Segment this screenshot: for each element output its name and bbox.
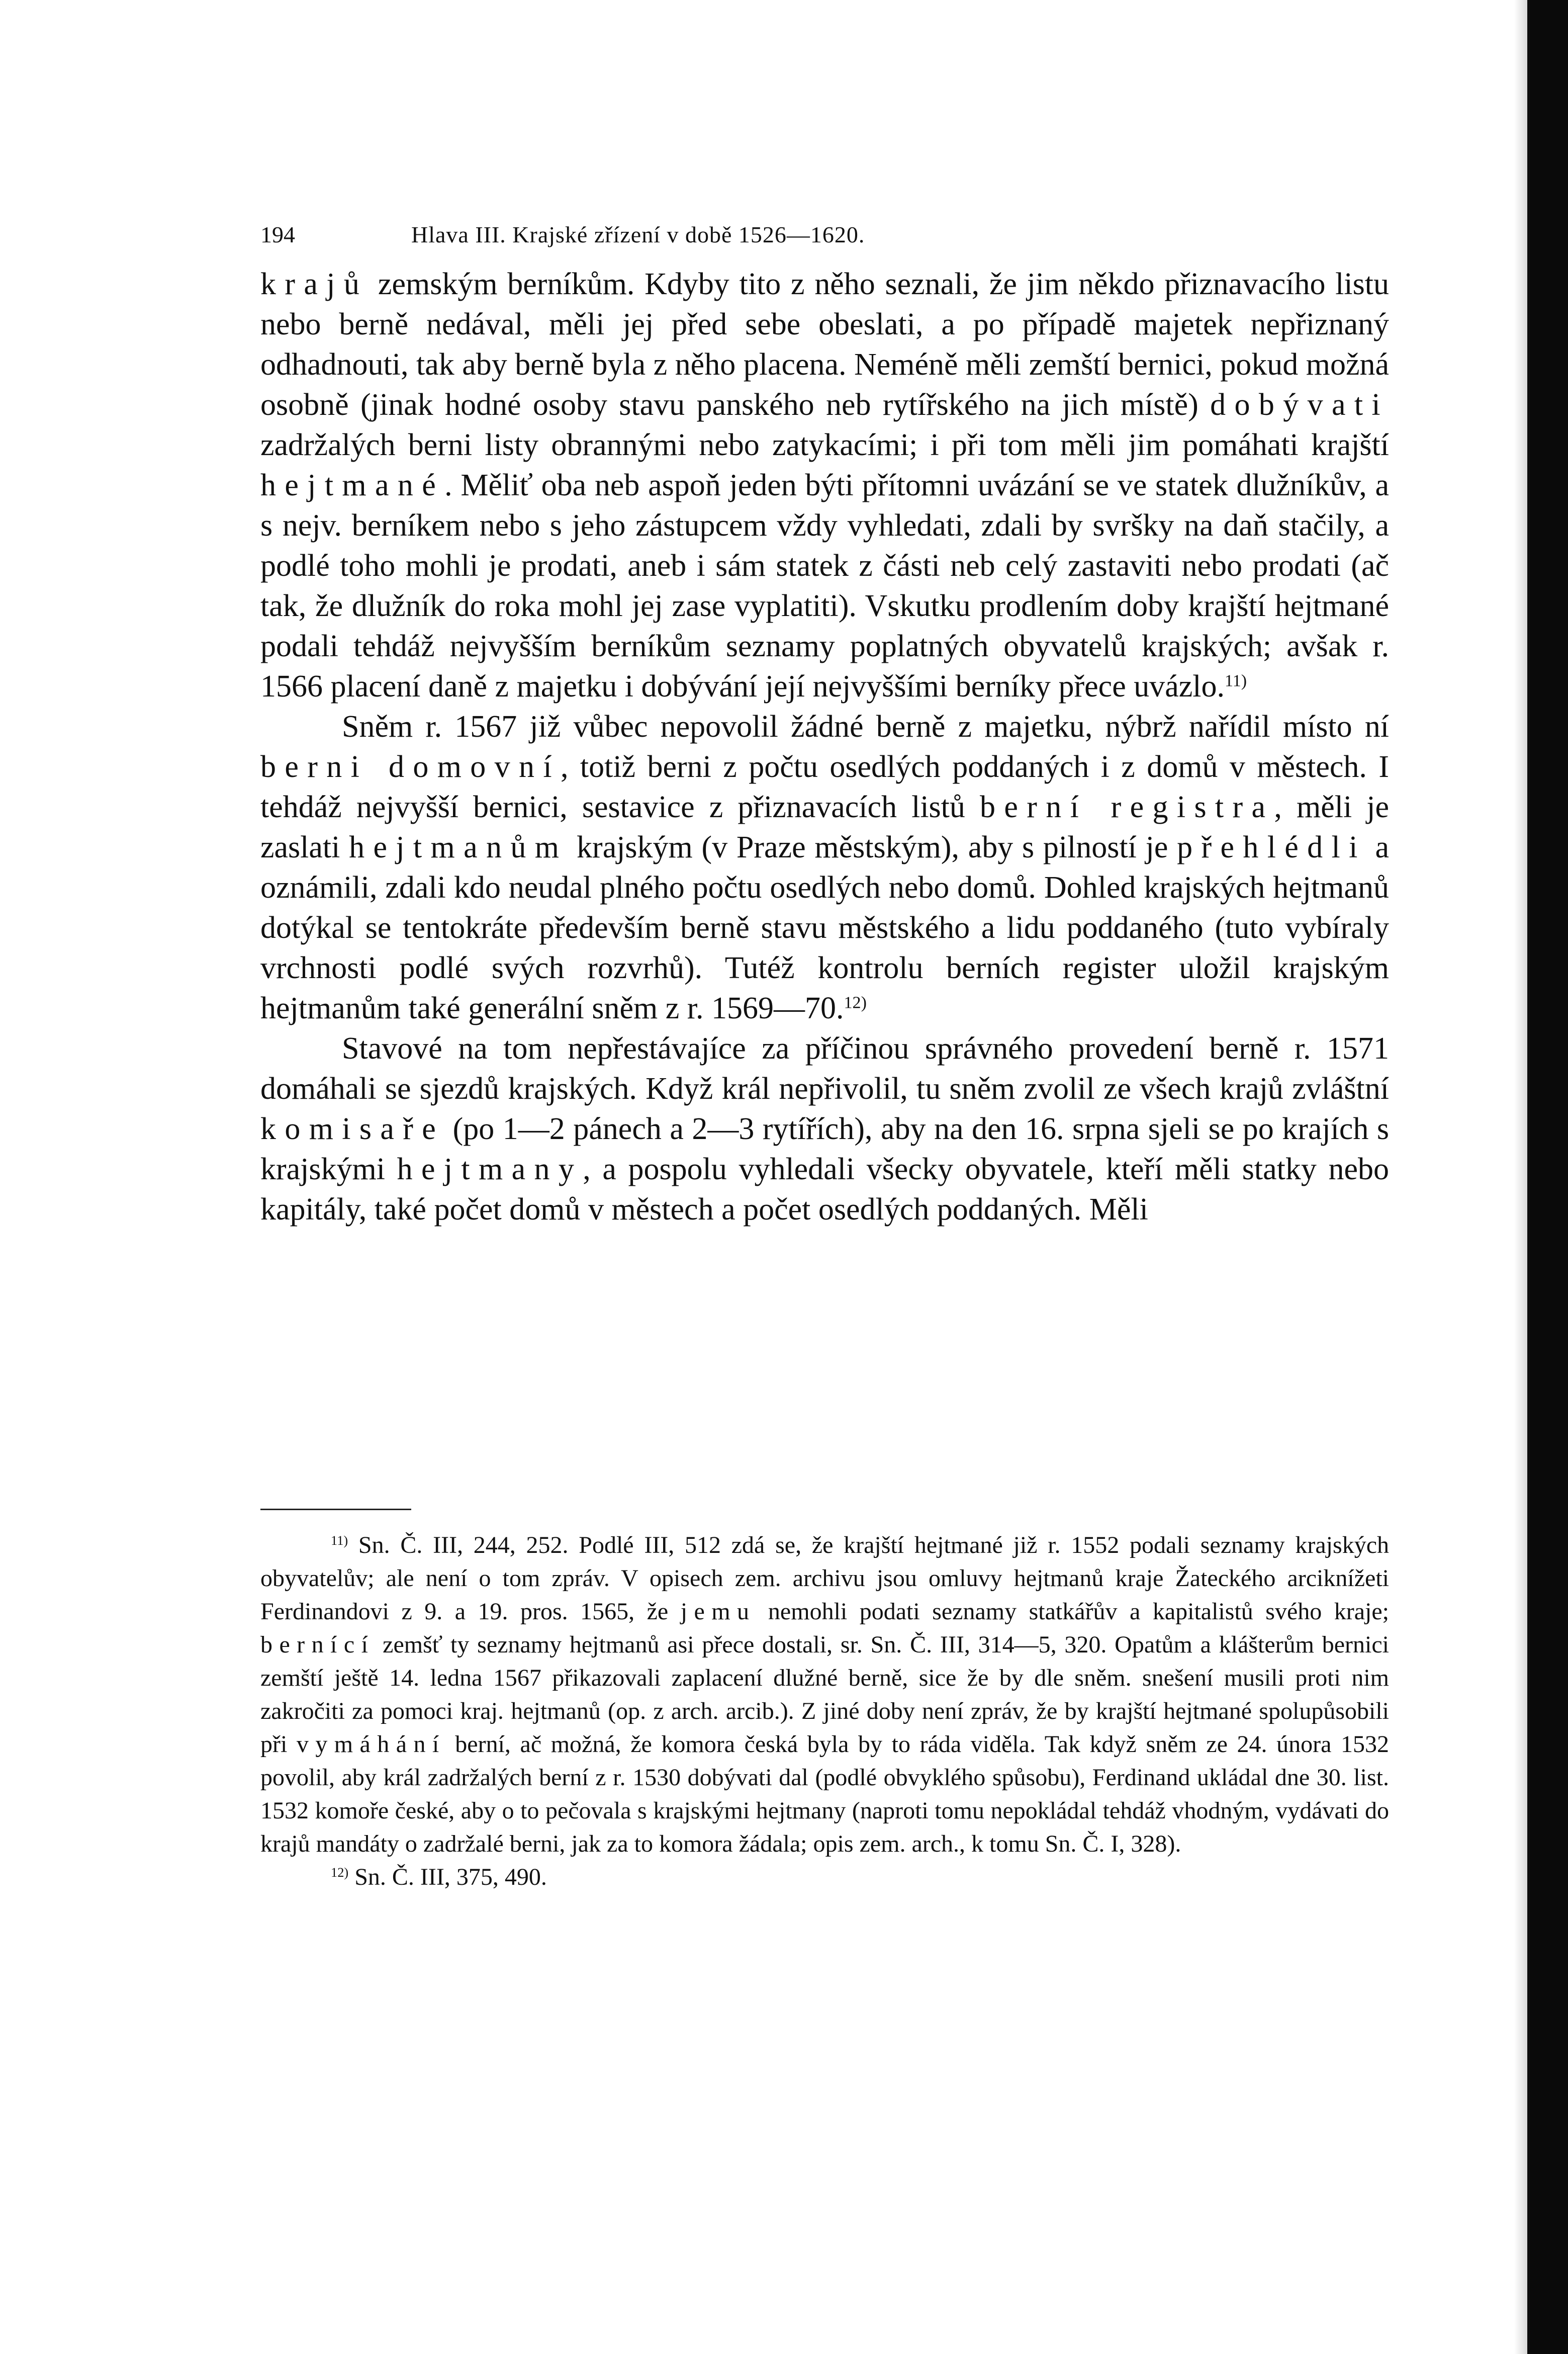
text-run: , a pospolu vyhledali všecky obyvatele, kteří měli statky nebo kapitály, také počet domů v městech a počet osedlých poddaných. Měli: [260, 1152, 1389, 1227]
footnote-mark: 12): [331, 1865, 349, 1880]
text-run: a oznámili, zdali kdo neudal plného počtu osedlých nebo domů. Dohled krajských hejtmanů dotýkal se tentokráte především berně stavu městského a lidu poddaného (tuto vybíraly vrchnosti podlé svých rozvrhů). Tutéž kontrolu berních register uložil krajským hejtmanům také generální sněm z r. 1569—70.: [260, 830, 1389, 1025]
page-edge-shadow: [1514, 0, 1527, 2354]
page-number: 194: [260, 222, 295, 247]
scan-border: [1527, 0, 1568, 2354]
text-run: Sněm r. 1567 již vůbec nepovolil žádné berně z majetku, nýbrž nařídil místo ní: [342, 710, 1389, 744]
running-head: Hlava III. Krajské zřízení v době 1526—1620.: [411, 222, 865, 247]
main-text: [260, 264, 1389, 1230]
text-run: krajským (v Praze městským), aby s pilností je: [568, 830, 1177, 864]
text-run: Sn. Č. III, 244, 252. Podlé III, 512 zdá se, že krajští hejtmané již r. 1552 podali seznamy krajských obyvatelův; ale není o tom zpráv. V opisech zem. archivu jsou omluvy hejtmanů kraje Žateckého arciknížeti Ferdinandovi z 9. a 19. pros. 1565, že: [260, 1532, 1389, 1625]
text-run: zemským berníkům. Kdyby tito z něho seznali, že jim někdo přiznavacího listu nebo berně nedával, měli jej před sebe obeslati, a po případě majetek nepřiznaný odhadnouti, tak aby berně byla z něho placena. Neméně měli zemští bernici, pokud možná osobně (jinak hodné osoby stavu panského neb rytířského na jich místě): [260, 267, 1389, 422]
text-run: , totiž berni z počtu osedlých poddaných i z domů v městech. I tehdáž nejvyšší bernici, sestavice z přiznavacích listů: [260, 750, 1389, 824]
spaced-word: berni domovní: [260, 750, 561, 784]
text-run: zemšť ty seznamy hejtmanů asi přece dostali, sr. Sn. Č. III, 314—5, 320. Opatům a klášterům bernici zemští ještě 14. ledna 1567 přikazovali zaplacení dlužné berně, sice že by dle sněm. snešení musili proti nim zakročiti za pomoci kraj. hejtmanů (op. z arch. arcib.). Z jiné doby není zpráv, že by krajští hejtmané spolupůsobili při: [260, 1631, 1389, 1758]
text-run: zadržalých berni listy obrannými nebo zatykacími; i při tom měli jim pomáhati krajští: [260, 428, 1389, 462]
footnotes: [260, 1529, 1389, 1894]
paragraph-3: [260, 1028, 1389, 1230]
text-run: , měli je zaslati: [260, 790, 1389, 864]
text-run: Stavové na tom nepřestávajíce za příčinou správného provedení berně r. 1571 domáhali se sjezdů krajských. Když král nepřivolil, tu sněm zvolil ze všech krajů zvláštní: [260, 1031, 1389, 1106]
spaced-word: hejtmanům: [349, 830, 568, 864]
spaced-word: bernící: [260, 1631, 375, 1658]
spaced-word: krajů: [260, 267, 368, 301]
spaced-word: hejtmany: [397, 1152, 583, 1186]
spaced-word: vymáhání: [296, 1731, 446, 1758]
spaced-word: jemu: [680, 1598, 756, 1625]
spaced-word: hejtmané: [260, 468, 445, 502]
footnote-mark: 11): [331, 1533, 348, 1548]
spaced-word: komisaře: [260, 1112, 445, 1146]
footnote-ref-12: 12): [844, 993, 867, 1012]
text-run: berní, ač možná, že komora česká byla by to ráda viděla. Tak když sněm ze 24. února 1532 povolil, aby král zadržalých berní z r. 1530 dobývati dal (podlé obvyklého spůsobu), Ferdinand ukládal dne 30. list. 1532 komoře české, aby o to pečovala s krajskými hejtmany (naproti tomu nepokládal tehdáž vhodným, vydávati do krajů mandáty o zadržalé berni, jak za to komora žádala; opis zem. arch., k tomu Sn. Č. I, 328).: [260, 1731, 1389, 1857]
paragraph-2: [260, 707, 1389, 1028]
text-run: nemohli podati seznamy statkářův a kapitalistů svého kraje;: [756, 1598, 1389, 1625]
page-header: [260, 217, 1136, 252]
spaced-word: přehlédli: [1177, 830, 1366, 864]
text-run: . Měliť oba neb aspoň jeden býti přítomni uvázání se ve statek dlužníkův, a s nejv. berníkem nebo s jeho zástupcem vždy vyhledati, zdali by svršky na daň stačily, a podlé toho mohli je prodati, aneb i sám statek z části neb celý zastaviti nebo prodati (ač tak, že dlužník do roka mohl jej zase vyplatiti). Vskutku prodlením doby krajští hejtmané podali tehdáž nejvyšším berníkům seznamy poplatných obyvatelů krajských; avšak r. 1566 placení daně z majetku i dobývání její nejvyššími berníky přece uvázlo.: [260, 468, 1389, 704]
text-run: Sn. Č. III, 375, 490.: [348, 1864, 547, 1890]
spaced-word: dobývati: [1210, 388, 1389, 422]
footnote-11: [260, 1529, 1389, 1861]
spaced-word: berní registra: [979, 790, 1274, 824]
text-run: (po 1—2 pánech a 2—3 rytířích), aby na den 16. srpna sjeli se po krajích s krajskými: [260, 1112, 1389, 1186]
footnote-ref-11: 11): [1224, 671, 1247, 690]
footnote-12: [260, 1861, 1389, 1894]
paragraph-1: [260, 264, 1389, 707]
footnote-divider: [260, 1509, 411, 1510]
